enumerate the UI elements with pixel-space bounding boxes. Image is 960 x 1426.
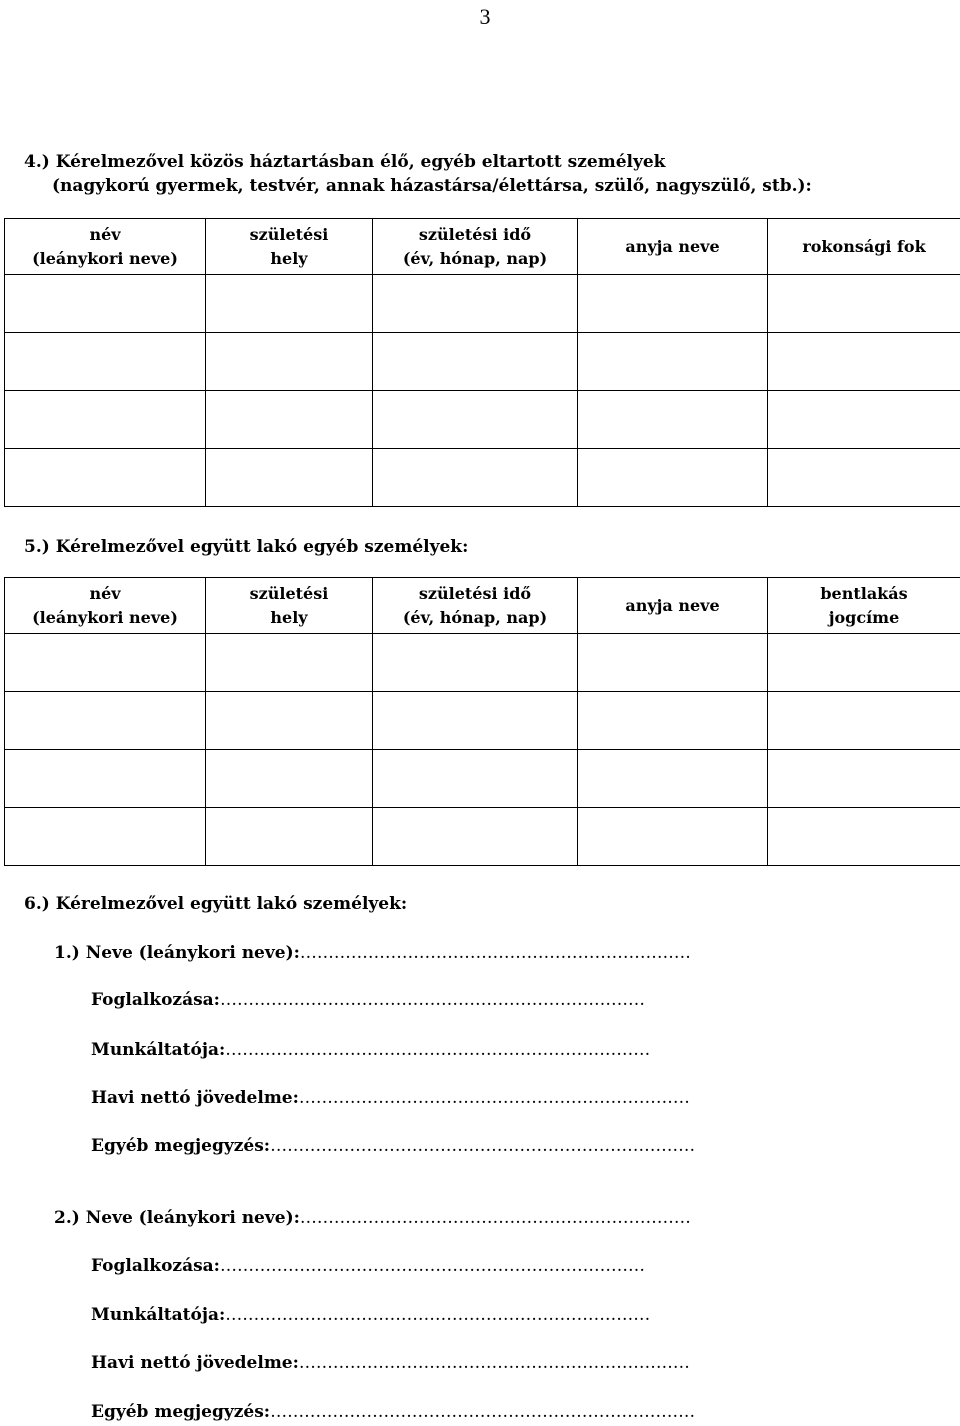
p2-note-field[interactable]: Egyéb megjegyzés:…………………………………………………………………	[91, 1402, 696, 1422]
table-cell[interactable]	[5, 275, 206, 333]
table-cell[interactable]	[373, 634, 578, 692]
section5-heading: 5.) Kérelmezővel együtt lakó egyéb személyek:	[24, 537, 469, 557]
table-cell[interactable]	[768, 449, 960, 507]
table-cell[interactable]	[206, 692, 373, 750]
table-row	[5, 692, 960, 750]
table-cell[interactable]	[768, 750, 960, 808]
col-residence-title-header: bentlakás jogcíme	[768, 578, 960, 634]
table-cell[interactable]	[768, 808, 960, 866]
col-mother-header: anyja neve	[578, 578, 768, 634]
section4-heading	[24, 150, 812, 198]
table-row	[5, 391, 960, 449]
col-relation-header: rokonsági fok	[768, 219, 960, 275]
table-cell[interactable]	[578, 808, 768, 866]
col-birthdate-header: születési idő (év, hónap, nap)	[373, 219, 578, 275]
col-name-header: név (leánykori neve)	[5, 219, 206, 275]
table-row	[5, 333, 960, 391]
section4-header-row	[5, 219, 960, 275]
p1-occupation-field[interactable]: Foglalkozása:…………………………………………………………………	[91, 990, 645, 1010]
table-row	[5, 750, 960, 808]
table-cell[interactable]	[5, 449, 206, 507]
section5-header-row	[5, 578, 960, 634]
table-cell[interactable]	[578, 391, 768, 449]
col-birthdate-header: születési idő (év, hónap, nap)	[373, 578, 578, 634]
table-cell[interactable]	[373, 333, 578, 391]
table-cell[interactable]	[768, 333, 960, 391]
section4-title-line2: (nagykorú gyermek, testvér, annak házastársa/élettársa, szülő, nagyszülő, stb.):	[52, 176, 812, 196]
table-cell[interactable]	[5, 808, 206, 866]
section4-title-line1: 4.) Kérelmezővel közös háztartásban élő, egyéb eltartott személyek	[24, 152, 666, 172]
table-cell[interactable]	[5, 391, 206, 449]
p1-income-field[interactable]: Havi nettó jövedelme:……………………………………………………………	[91, 1088, 690, 1108]
p2-employer-field[interactable]: Munkáltatója:…………………………………………………………………	[91, 1305, 651, 1325]
table-cell[interactable]	[578, 333, 768, 391]
table-cell[interactable]	[5, 692, 206, 750]
table-row	[5, 634, 960, 692]
table-cell[interactable]	[373, 449, 578, 507]
table-cell[interactable]	[206, 634, 373, 692]
table-cell[interactable]	[373, 391, 578, 449]
table-cell[interactable]	[206, 449, 373, 507]
col-name-header: név (leánykori neve)	[5, 578, 206, 634]
table-row	[5, 808, 960, 866]
page-number: 3	[479, 4, 491, 29]
col-mother-header: anyja neve	[578, 219, 768, 275]
p2-name-field[interactable]: 2.) Neve (leánykori neve):……………………………………………………………	[54, 1208, 691, 1228]
p1-note-field[interactable]: Egyéb megjegyzés:…………………………………………………………………	[91, 1136, 696, 1156]
table-cell[interactable]	[206, 333, 373, 391]
table-cell[interactable]	[373, 808, 578, 866]
table-cell[interactable]	[768, 391, 960, 449]
table-row	[5, 275, 960, 333]
section4-table	[4, 218, 960, 507]
p1-employer-field[interactable]: Munkáltatója:…………………………………………………………………	[91, 1040, 651, 1060]
table-cell[interactable]	[768, 692, 960, 750]
table-cell[interactable]	[206, 275, 373, 333]
table-row	[5, 449, 960, 507]
table-cell[interactable]	[373, 275, 578, 333]
table-cell[interactable]	[373, 750, 578, 808]
table-cell[interactable]	[578, 275, 768, 333]
table-cell[interactable]	[373, 692, 578, 750]
col-birthplace-header: születési hely	[206, 578, 373, 634]
table-cell[interactable]	[5, 333, 206, 391]
p2-income-field[interactable]: Havi nettó jövedelme:……………………………………………………………	[91, 1353, 690, 1373]
table-cell[interactable]	[5, 750, 206, 808]
section6-heading: 6.) Kérelmezővel együtt lakó személyek:	[24, 894, 408, 914]
table-cell[interactable]	[768, 634, 960, 692]
table-cell[interactable]	[578, 634, 768, 692]
table-cell[interactable]	[578, 750, 768, 808]
table-cell[interactable]	[206, 391, 373, 449]
table-cell[interactable]	[5, 634, 206, 692]
table-cell[interactable]	[206, 750, 373, 808]
table-cell[interactable]	[206, 808, 373, 866]
p2-occupation-field[interactable]: Foglalkozása:…………………………………………………………………	[91, 1256, 645, 1276]
col-birthplace-header: születési hely	[206, 219, 373, 275]
table-cell[interactable]	[578, 692, 768, 750]
table-cell[interactable]	[578, 449, 768, 507]
table-cell[interactable]	[768, 275, 960, 333]
p1-name-field[interactable]: 1.) Neve (leánykori neve):……………………………………………………………	[54, 943, 691, 963]
section5-table	[4, 577, 960, 866]
